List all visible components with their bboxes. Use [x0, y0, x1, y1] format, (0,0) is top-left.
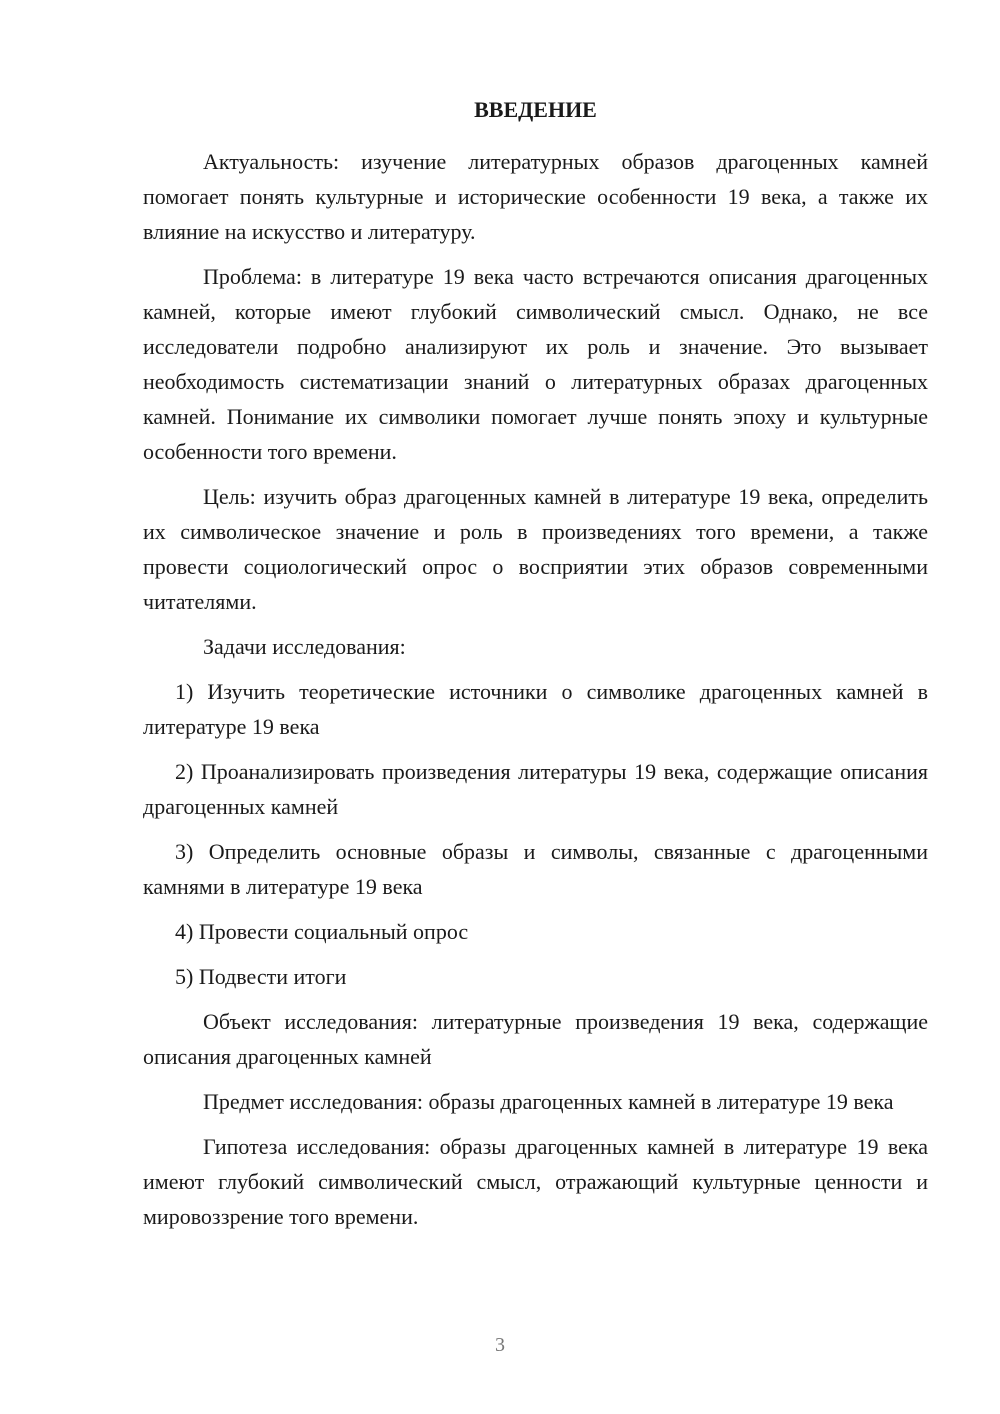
paragraph-relevance: Актуальность: изучение литературных образов драгоценных камней помогает понять культурные и исторические особенности 19 века, а также их влияние на искусство и литературу.	[143, 149, 928, 244]
task-item-4: 4) Провести социальный опрос	[175, 919, 469, 944]
section-title: ВВЕДЕНИЕ	[474, 97, 597, 122]
task-item-2: 2) Проанализировать произведения литературы 19 века, содержащие описания драгоценных камней	[143, 759, 928, 819]
document-page	[143, 92, 928, 1244]
task-item-1: 1) Изучить теоретические источники о символике драгоценных камней в литературе 19 века	[143, 679, 928, 739]
paragraph-object: Объект исследования: литературные произведения 19 века, содержащие описания драгоценных камней	[143, 1009, 928, 1069]
task-item-3: 3) Определить основные образы и символы, связанные с драгоценными камнями в литературе 19 века	[143, 839, 928, 899]
paragraph-hypothesis: Гипотеза исследования: образы драгоценных камней в литературе 19 века имеют глубокий символический смысл, отражающий культурные ценности и мировоззрение того времени.	[143, 1134, 928, 1229]
task-item-5: 5) Подвести итоги	[175, 964, 347, 989]
paragraph-tasks-heading: Задачи исследования:	[203, 634, 406, 659]
paragraph-subject: Предмет исследования: образы драгоценных камней в литературе 19 века	[203, 1089, 894, 1114]
page-number: 3	[495, 1334, 505, 1356]
paragraph-goal: Цель: изучить образ драгоценных камней в литературе 19 века, определить их символическое значение и роль в произведениях того времени, а также провести социологический опрос о восприятии этих образов современными читателями.	[143, 484, 928, 614]
paragraph-problem: Проблема: в литературе 19 века часто встречаются описания драгоценных камней, которые имеют глубокий символический смысл. Однако, не все исследователи подробно анализируют их роль и значение. Это вызывает необходимость систематизации знаний о литературных образах драгоценных камней. Понимание их символики помогает лучше понять эпоху и культурные особенности того времени.	[143, 264, 928, 464]
